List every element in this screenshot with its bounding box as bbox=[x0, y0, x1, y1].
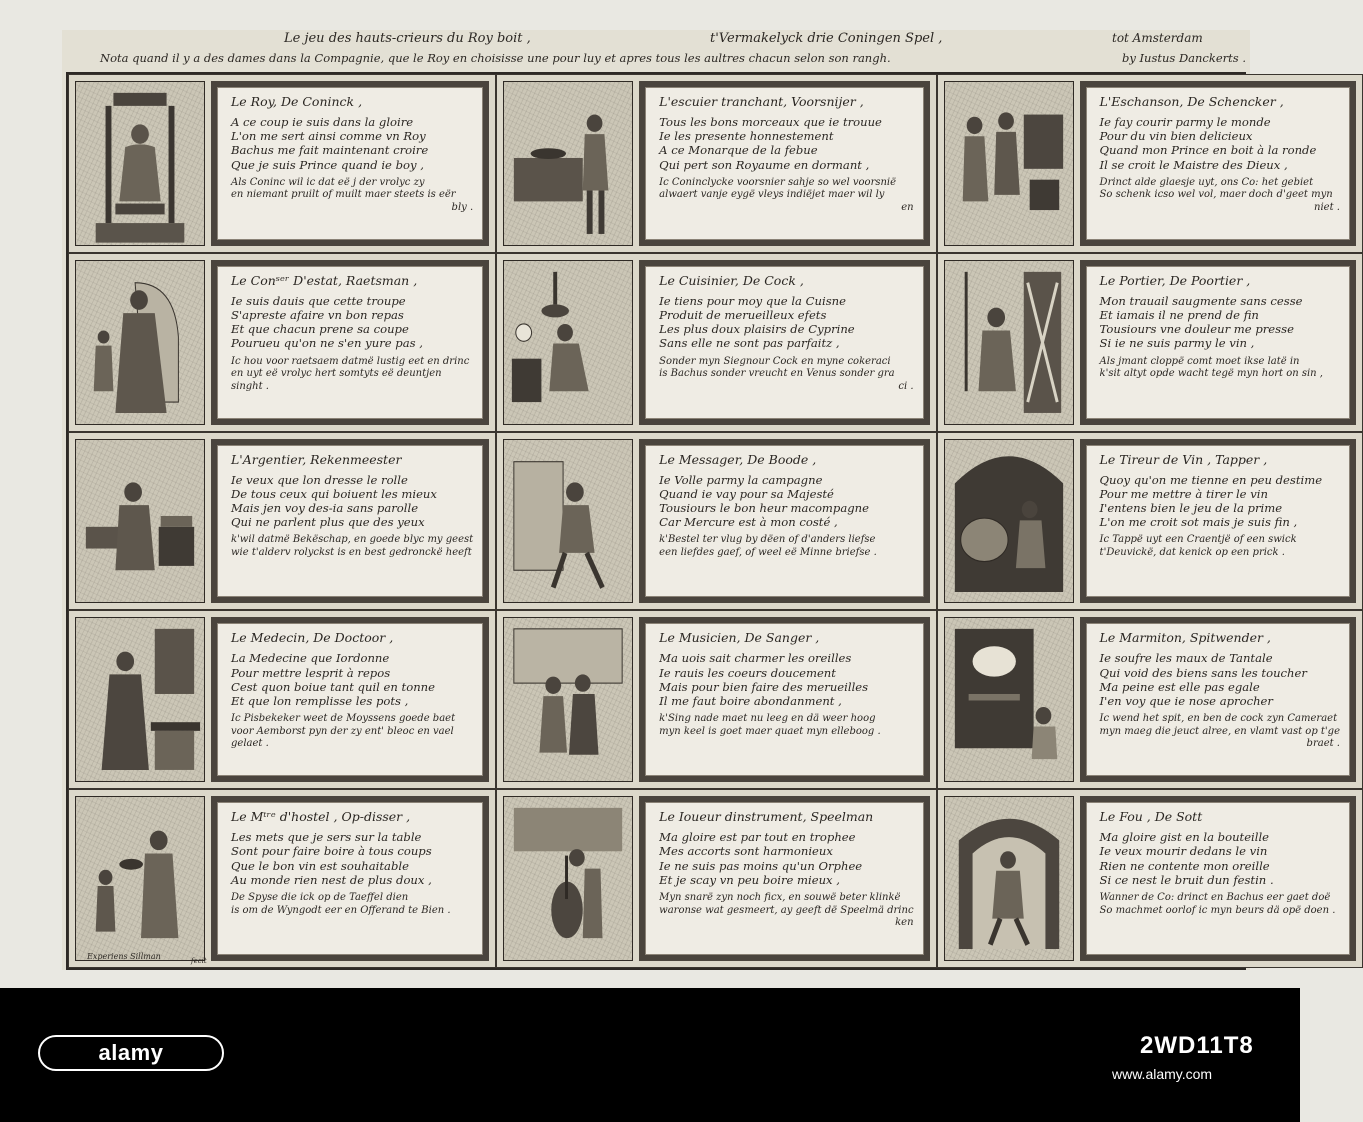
dutch-verse-line: Ic hou voor raetsaem datmë lustig eet en drinc bbox=[231, 355, 470, 367]
french-verse-line: Ma uois sait charmer les oreilles bbox=[659, 651, 852, 666]
dutch-verse bbox=[1100, 356, 1340, 381]
engraver-fecit: fecit bbox=[191, 957, 207, 965]
dutch-verse-line: myn keel is goet maer quaet myn elleboog . bbox=[659, 725, 881, 737]
dutch-verse-line: en uyt eë vrolyc hert somtyts eë deuntjen bbox=[231, 368, 442, 380]
engraving-scene-icon bbox=[504, 618, 632, 781]
french-verse-line: Ie fay courir parmy le monde bbox=[1099, 115, 1271, 129]
playing-card bbox=[937, 789, 1363, 968]
dutch-verse-line: Wanner de Co: drinct en Bachus eer gaet doë bbox=[1099, 892, 1331, 903]
dutch-verse-line: singht . bbox=[231, 380, 269, 392]
card-text-panel bbox=[639, 796, 929, 961]
french-verse-line: I'entens bien le jeu de la prime bbox=[1099, 501, 1283, 515]
french-verse-line: Au monde rien nest de plus doux , bbox=[231, 872, 432, 887]
dutch-verse-line: voor Aemborst pyn der zy ent' bleoc en vael bbox=[231, 725, 454, 737]
french-verse-line: S'apreste afaire vn bon repas bbox=[231, 308, 404, 322]
french-verse-line: A ce Monarque de la febue bbox=[659, 143, 818, 158]
dutch-verse-line: Ic wend het spit, en ben de cock zyn Cameraet bbox=[1099, 713, 1338, 725]
french-verse-line: Quand mon Prince en boit à la ronde bbox=[1099, 143, 1317, 158]
dutch-verse bbox=[659, 177, 913, 215]
card-title: Le Ioueur dinstrument, Speelman bbox=[659, 809, 874, 825]
dutch-verse-line: k'Sing nade maet nu leeg en dä weer hoog bbox=[659, 713, 876, 725]
dutch-verse bbox=[1100, 534, 1340, 559]
french-verse-line: Pour du vin bien delicieux bbox=[1099, 129, 1253, 144]
card-illustration bbox=[75, 81, 205, 246]
card-illustration bbox=[75, 260, 205, 425]
stock-url: www.alamy.com bbox=[1112, 1066, 1213, 1082]
dutch-verse-line: braet . bbox=[1306, 738, 1340, 750]
french-verse-line: Ma peine est elle pas egale bbox=[1099, 679, 1260, 694]
engraving-scene-icon bbox=[945, 440, 1073, 603]
playing-card bbox=[937, 610, 1363, 789]
french-verse-line: Et que chacun prene sa coupe bbox=[231, 322, 409, 337]
dutch-verse-line: en bbox=[901, 201, 914, 213]
card-text-panel bbox=[1080, 796, 1356, 961]
french-verse-line: Ma gloire gist en la bouteille bbox=[1099, 830, 1270, 845]
header-note: Nota quand il y a des dames dans la Compagnie, que le Roy en choisisse une pour luy et apres tous les aultres chacun selon son rangh. bbox=[100, 51, 891, 65]
french-verse-line: La Medecine que Iordonne bbox=[231, 651, 390, 666]
card-title: Le Musicien, De Sanger , bbox=[659, 630, 820, 646]
french-verse-line: Et que lon remplisse les pots , bbox=[231, 694, 409, 708]
dutch-verse-line: k'sit altyt opde wacht tegë myn hort on sin , bbox=[1099, 368, 1323, 380]
playing-card bbox=[496, 253, 936, 432]
french-verse-line: De tous ceux qui boiuent les mieux bbox=[231, 486, 437, 501]
card-illustration bbox=[75, 617, 205, 782]
card-title: Le Messager, De Boode , bbox=[659, 451, 817, 467]
engraving-scene-icon bbox=[945, 797, 1073, 960]
french-verse-line: Produit de merueilleux efets bbox=[659, 308, 827, 322]
french-verse-line: Il se croit le Maistre des Dieux , bbox=[1099, 157, 1288, 172]
french-verse-line: Et iamais il ne prend de fin bbox=[1099, 308, 1259, 322]
french-verse-line: Bachus me fait maintenant croire bbox=[231, 143, 429, 158]
card-title: Le Roy, De Coninck , bbox=[231, 94, 363, 109]
publisher-label: by Iustus Danckerts . bbox=[1122, 51, 1246, 65]
dutch-verse-line: is om de Wyngodt eer en Offerand te Bien . bbox=[231, 904, 451, 916]
french-verse-line: Rien ne contente mon oreille bbox=[1099, 858, 1270, 873]
dutch-verse-line: Ic Coninclycke voorsnier sahje so wel voorsnië bbox=[659, 176, 897, 188]
card-illustration bbox=[503, 617, 633, 782]
french-verse-line: Ie ne suis pas moins qu'un Orphee bbox=[659, 858, 863, 873]
card-title: Le Cuisinier, De Cock , bbox=[659, 272, 804, 288]
engraving-scene-icon bbox=[504, 261, 632, 424]
french-verse-line: Mes accorts sont harmonieux bbox=[659, 844, 833, 859]
playing-card bbox=[496, 74, 936, 253]
dutch-verse-line: Drinct alde glaesje uyt, ons Co: het gebiet bbox=[1099, 176, 1314, 188]
card-text-panel bbox=[1080, 81, 1356, 246]
french-verse-line: A ce coup ie suis dans la gloire bbox=[231, 115, 414, 129]
playing-card bbox=[937, 432, 1363, 611]
dutch-verse bbox=[231, 177, 473, 215]
french-verse-line: I'en voy que ie nose aprocher bbox=[1099, 694, 1273, 708]
card-illustration bbox=[944, 617, 1074, 782]
french-verse-line: Ie tiens pour moy que la Cuisne bbox=[659, 293, 846, 308]
french-verse-line: Tousiours vne douleur me presse bbox=[1099, 322, 1294, 337]
dutch-verse-line: niet . bbox=[1314, 201, 1340, 213]
dutch-verse-line: k'Bestel ter vlug by dëen of d'anders liefse bbox=[659, 534, 876, 546]
playing-card bbox=[68, 610, 496, 789]
card-illustration bbox=[503, 81, 633, 246]
card-text-panel bbox=[211, 796, 489, 961]
card-title: Le Tireur de Vin , Tapper , bbox=[1099, 451, 1268, 467]
card-text-panel bbox=[1080, 617, 1356, 782]
card-illustration bbox=[944, 439, 1074, 604]
french-verse-line: Qui ne parlent plus que des yeux bbox=[231, 515, 425, 530]
dutch-verse-line: So machmet oorlof ic myn beurs dä opë doen . bbox=[1099, 904, 1336, 916]
card-illustration bbox=[503, 439, 633, 604]
card-illustration bbox=[75, 439, 205, 604]
engraving-scene-icon bbox=[76, 797, 204, 960]
dutch-verse-line: Ic Tappë uyt een Craentjë of een swick bbox=[1099, 534, 1297, 546]
dutch-verse-line: ci . bbox=[898, 380, 914, 392]
dutch-verse bbox=[231, 356, 473, 394]
dutch-verse-line: t'Deuvickë, dat kenick op een prick . bbox=[1099, 546, 1285, 558]
playing-card bbox=[937, 253, 1363, 432]
engraving-scene-icon bbox=[504, 82, 632, 245]
dutch-verse-line: Myn snarë zyn noch ficx, en souwë beter klinkë bbox=[659, 892, 901, 903]
dutch-verse-line: waronse wat gesmeert, ay geeft dë Speelmä drinc bbox=[659, 904, 914, 916]
card-text-panel bbox=[1080, 439, 1356, 604]
card-grid bbox=[66, 72, 1340, 970]
engraving-scene-icon bbox=[945, 618, 1073, 781]
stock-logo: alamy bbox=[38, 1035, 224, 1071]
french-verse-line: Les mets que je sers sur la table bbox=[231, 830, 422, 845]
french-verse-line: Et je scay vn peu boire mieux , bbox=[659, 872, 840, 887]
playing-card bbox=[496, 432, 936, 611]
card-illustration bbox=[503, 796, 633, 961]
engraving-scene-icon bbox=[76, 618, 204, 781]
dutch-verse bbox=[1100, 892, 1340, 917]
card-text-panel bbox=[639, 617, 929, 782]
french-verse-line: L'on me sert ainsi comme vn Roy bbox=[231, 129, 426, 144]
card-text-panel bbox=[211, 81, 489, 246]
dutch-verse bbox=[1100, 177, 1340, 215]
french-verse-line: Qui void des biens sans les toucher bbox=[1099, 665, 1307, 680]
french-verse-line: L'on me croit sot mais je suis fin , bbox=[1099, 515, 1298, 530]
engraving-scene-icon bbox=[945, 261, 1073, 424]
french-verse-line: Pour me mettre à tirer le vin bbox=[1099, 486, 1268, 501]
dutch-verse bbox=[659, 356, 913, 394]
french-verse-line: Ie soufre les maux de Tantale bbox=[1099, 651, 1273, 666]
french-verse-line: Tous les bons morceaux que ie trouue bbox=[659, 115, 882, 129]
card-title: Le Medecin, De Doctoor , bbox=[231, 630, 394, 646]
playing-card bbox=[68, 74, 496, 253]
card-illustration bbox=[944, 260, 1074, 425]
french-verse-line: Pour mettre lesprit à repos bbox=[231, 665, 391, 680]
engraving-scene-icon bbox=[76, 261, 204, 424]
dutch-verse bbox=[1100, 713, 1340, 751]
dutch-verse-line: bly . bbox=[451, 201, 474, 213]
title-dutch: t'Vermakelyck drie Coningen Spel , bbox=[710, 31, 943, 46]
dutch-verse bbox=[659, 713, 913, 738]
card-text-panel bbox=[639, 81, 929, 246]
french-verse-line: Ie rauis les coeurs doucement bbox=[659, 665, 836, 680]
french-verse-line: Mais pour bien faire des merueilles bbox=[659, 679, 869, 694]
engraving-scene-icon bbox=[76, 82, 204, 245]
dutch-verse-line: De Spyse die ick op de Taeffel dien bbox=[231, 892, 409, 903]
dutch-verse-line: gelaet . bbox=[231, 738, 269, 750]
playing-card bbox=[68, 253, 496, 432]
dutch-verse bbox=[659, 534, 913, 559]
card-text-panel bbox=[1080, 260, 1356, 425]
playing-card bbox=[68, 432, 496, 611]
french-verse-line: Si ce nest le bruit dun festin . bbox=[1099, 872, 1274, 887]
dutch-verse bbox=[231, 534, 473, 559]
card-text-panel bbox=[211, 260, 489, 425]
french-verse-line: Quand ie vay pour sa Majesté bbox=[659, 486, 834, 501]
engraving-scene-icon bbox=[504, 797, 632, 960]
french-verse-line: Quoy qu'on me tienne en peu destime bbox=[1099, 472, 1323, 487]
french-verse-line: Les plus doux plaisirs de Cyprine bbox=[659, 322, 855, 337]
playing-card bbox=[496, 610, 936, 789]
dutch-verse bbox=[659, 892, 913, 930]
dutch-verse-line: So schenk icso wel vol, maer doch d'geet myn bbox=[1099, 189, 1333, 201]
card-illustration bbox=[944, 796, 1074, 961]
engraving-scene-icon bbox=[76, 440, 204, 603]
french-verse-line: Cest quon boiue tant quil en tonne bbox=[231, 679, 435, 694]
dutch-verse-line: wie t'alderv rolyckst is en best gedronckë heeft bbox=[231, 546, 472, 558]
french-verse-line: Tousiours le bon heur macompagne bbox=[659, 501, 870, 515]
dutch-verse-line: en niemant pruilt of muilt maer steets is eër bbox=[231, 189, 456, 201]
playing-card bbox=[496, 789, 936, 968]
card-title: L'Eschanson, De Schencker , bbox=[1099, 94, 1284, 109]
card-illustration bbox=[75, 796, 205, 961]
card-text-panel bbox=[211, 439, 489, 604]
french-verse-line: Mais jen voy des-ia sans parolle bbox=[231, 501, 419, 515]
dutch-verse-line: alwaert vanje eygë vleys indiëjet maer wil ly bbox=[659, 189, 885, 201]
playing-card bbox=[68, 789, 496, 968]
french-verse-line: Que le bon vin est souhaitable bbox=[231, 858, 409, 873]
card-text-panel bbox=[211, 617, 489, 782]
french-verse-line: Qui pert son Royaume en dormant , bbox=[659, 157, 870, 172]
engraving-scene-icon bbox=[504, 440, 632, 603]
card-illustration bbox=[503, 260, 633, 425]
french-verse-line: Que je suis Prince quand ie boy , bbox=[231, 157, 424, 172]
dutch-verse bbox=[231, 713, 473, 751]
engraver-signature: Experiens Sillman bbox=[87, 952, 161, 961]
french-verse-line: Ie veux mourir dedans le vin bbox=[1099, 844, 1268, 859]
french-verse-line: Pourueu qu'on ne s'en yure pas , bbox=[231, 336, 423, 351]
dutch-verse bbox=[231, 892, 473, 917]
card-title: Le Conˢᵉʳ D'estat, Raetsman , bbox=[231, 272, 418, 288]
card-title: Le Portier, De Poortier , bbox=[1099, 272, 1251, 288]
print-header bbox=[62, 30, 1250, 72]
french-verse-line: Ie veux que lon dresse le rolle bbox=[231, 472, 408, 487]
place-label: tot Amsterdam bbox=[1112, 31, 1203, 45]
card-illustration bbox=[944, 81, 1074, 246]
french-verse-line: Ie Volle parmy la campagne bbox=[659, 472, 823, 487]
card-title: L'escuier tranchant, Voorsnijer , bbox=[659, 94, 864, 109]
french-verse-line: Il me faut boire abondanment , bbox=[659, 694, 842, 708]
dutch-verse-line: een liefdes gaef, of weel eë Minne briefse . bbox=[659, 546, 877, 558]
title-french: Le jeu des hauts-crieurs du Roy boit , bbox=[284, 31, 531, 46]
dutch-verse-line: Sonder myn Siegnour Cock en myne cokeraci bbox=[659, 355, 891, 367]
french-verse-line: Car Mercure est à mon costé , bbox=[659, 515, 838, 530]
french-verse-line: Ie les presente honnestement bbox=[659, 129, 834, 144]
engraving-scene-icon bbox=[945, 82, 1073, 245]
french-verse-line: Sont pour faire boire à tous coups bbox=[231, 844, 432, 859]
french-verse-line: Sans elle ne sont pas parfaitz , bbox=[659, 336, 840, 351]
dutch-verse-line: Ic Pisbekeker weet de Moyssens goede baet bbox=[231, 713, 456, 725]
card-title: Le Marmiton, Spitwender , bbox=[1099, 630, 1271, 646]
french-verse-line: Ie suis dauis que cette troupe bbox=[231, 293, 406, 308]
card-text-panel bbox=[639, 260, 929, 425]
french-verse-line: Si ie ne suis parmy le vin , bbox=[1099, 336, 1255, 351]
card-title: L'Argentier, Rekenmeester bbox=[231, 451, 402, 467]
dutch-verse-line: myn maeg die jeuct alree, en vlamt vast op t'ge bbox=[1099, 725, 1340, 737]
card-title: Le Fou , De Sott bbox=[1099, 809, 1203, 825]
card-text-panel bbox=[639, 439, 929, 604]
dutch-verse-line: Als jmant cloppë comt moet ikse latë in bbox=[1099, 355, 1300, 367]
french-verse-line: Mon trauail saugmente sans cesse bbox=[1099, 293, 1303, 308]
dutch-verse-line: Als Coninc wil ic dat eë j der vrolyc zy bbox=[231, 176, 425, 188]
stock-image-id: 2WD11T8 bbox=[1140, 1032, 1254, 1059]
dutch-verse-line: k'wil datmë Bekëschap, en goede blyc my geest bbox=[231, 534, 474, 546]
playing-card bbox=[937, 74, 1363, 253]
french-verse-line: Ma gloire est par tout en trophee bbox=[659, 830, 856, 845]
dutch-verse-line: ken bbox=[895, 917, 914, 928]
dutch-verse-line: is Bachus sonder vreucht en Venus sonder gra bbox=[659, 368, 895, 380]
card-title: Le Mᵗʳᵉ d'hostel , Op-disser , bbox=[231, 809, 411, 825]
